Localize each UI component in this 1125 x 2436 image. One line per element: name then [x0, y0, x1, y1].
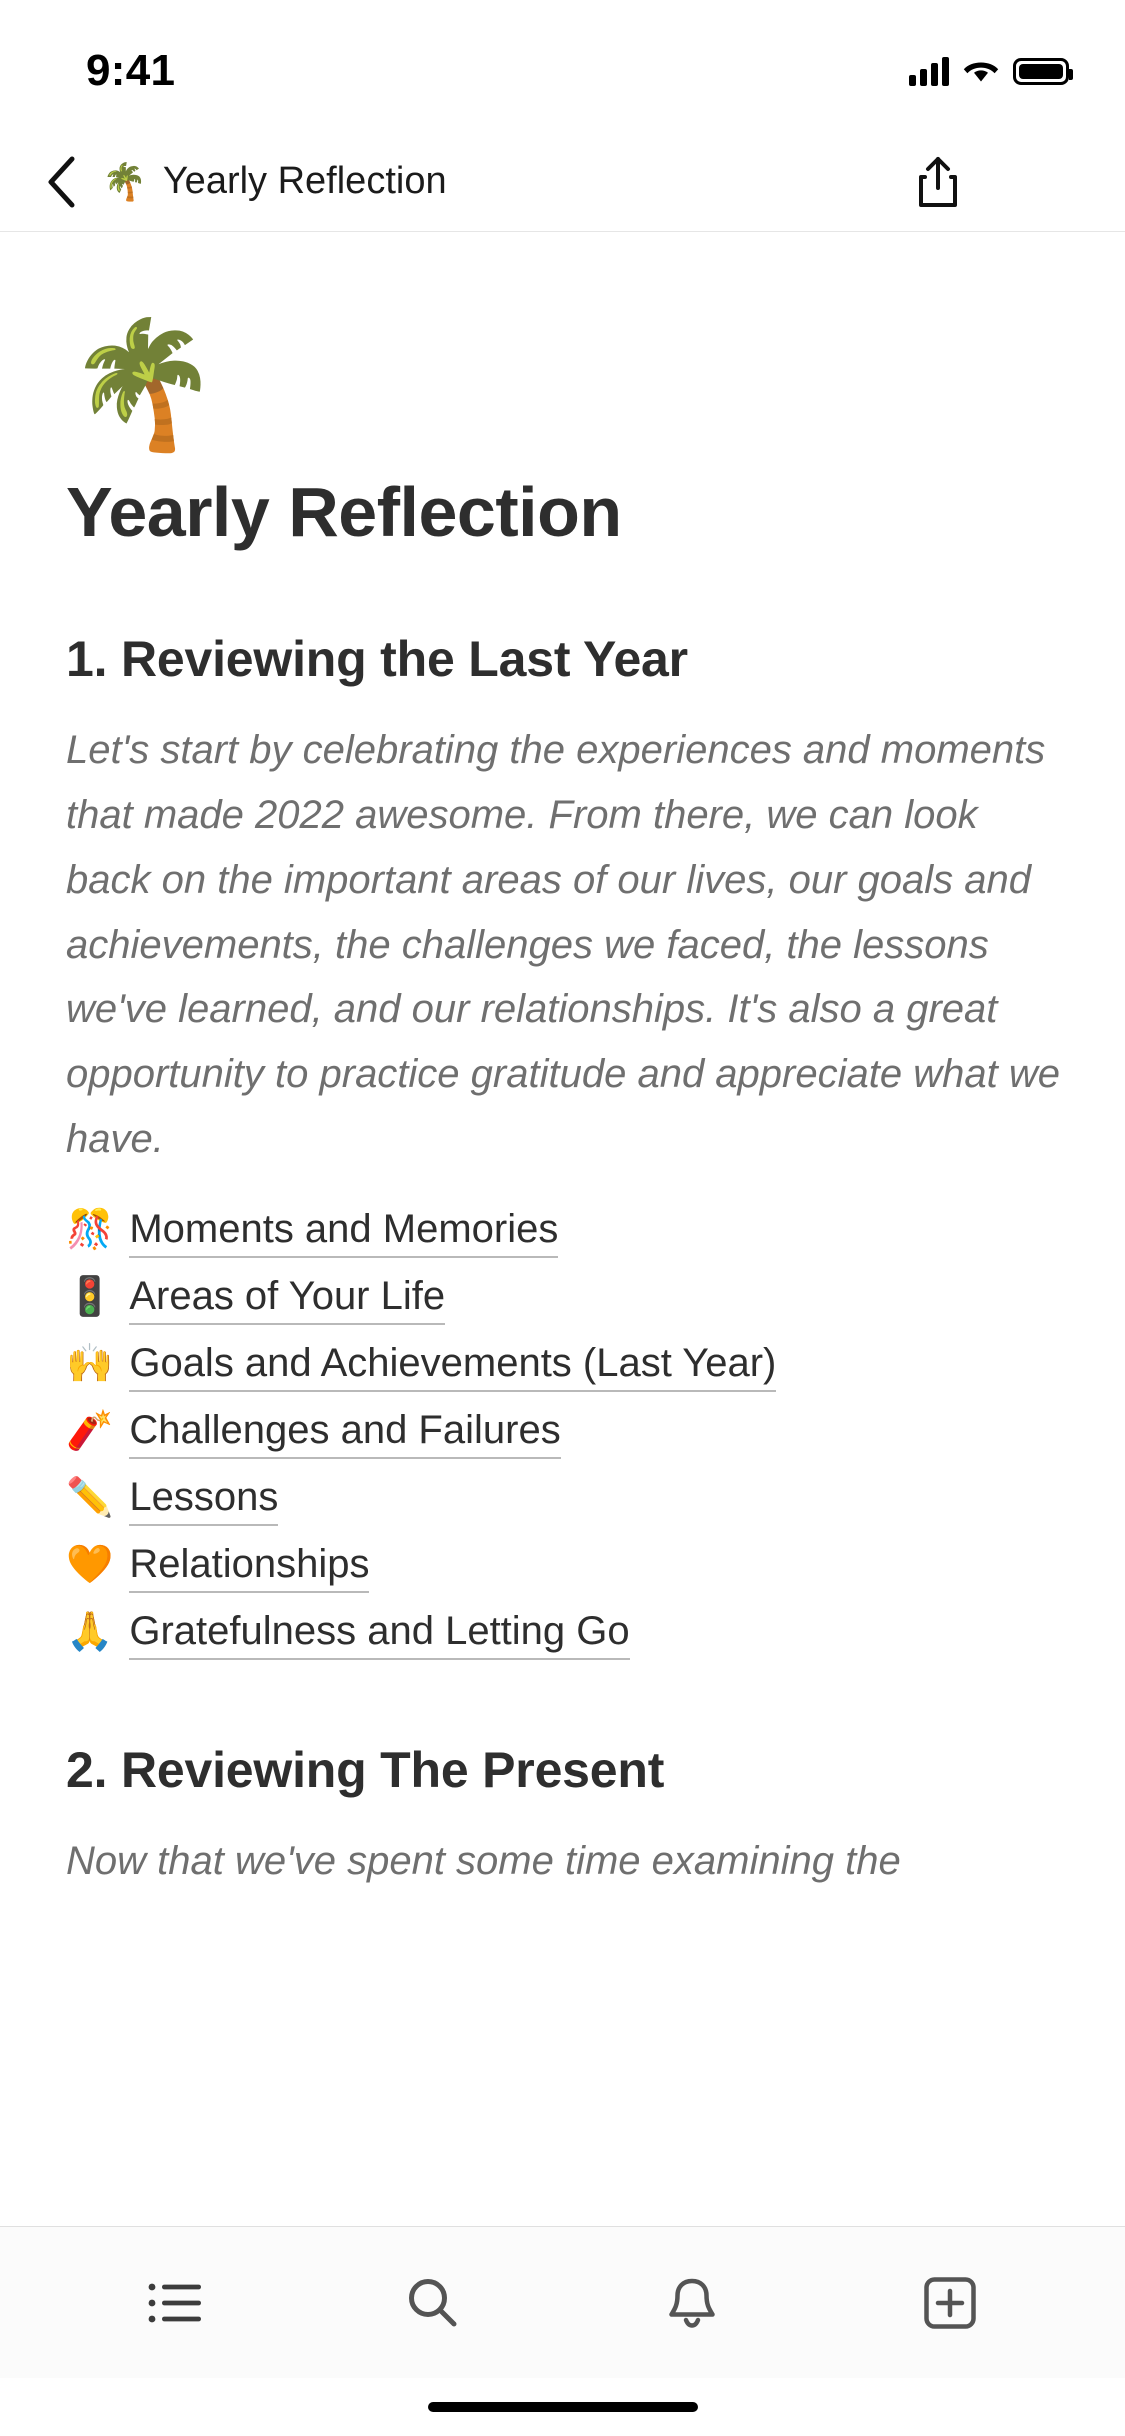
raised-hands-icon: 🙌 — [66, 1342, 114, 1385]
section-heading-1: 1. Reviewing the Last Year — [66, 631, 688, 688]
search-icon — [405, 2275, 461, 2331]
tab-notifications[interactable] — [637, 2255, 747, 2351]
tab-bar — [0, 2226, 1125, 2378]
status-bar — [0, 0, 1125, 132]
document-title: Yearly Reflection — [66, 473, 622, 552]
tab-new[interactable] — [895, 2255, 1005, 2351]
list-item[interactable] — [66, 1269, 1063, 1325]
list-item[interactable] — [66, 1470, 1063, 1526]
list-item[interactable] — [66, 1537, 1063, 1593]
status-time: 9:41 — [86, 46, 176, 95]
nav-title-group — [102, 160, 905, 203]
section-paragraph-2: Now that we've spent some time examining the — [66, 1838, 901, 1883]
home-indicator-area — [0, 2378, 1125, 2436]
list-icon — [146, 2280, 204, 2326]
tab-search[interactable] — [378, 2255, 488, 2351]
section-heading-2: 2. Reviewing The Present — [66, 1741, 665, 1798]
firecracker-icon: 🧨 — [66, 1409, 114, 1452]
bell-icon — [666, 2275, 718, 2331]
nav-bar — [0, 132, 1125, 232]
link-relationships[interactable]: Relationships — [129, 1537, 369, 1593]
link-gratefulness-and-letting-go[interactable]: Gratefulness and Letting Go — [129, 1604, 629, 1660]
party-popper-icon: 🎊 — [66, 1208, 114, 1251]
chevron-left-icon — [45, 155, 77, 209]
wifi-icon — [963, 57, 999, 85]
list-item[interactable] — [66, 1336, 1063, 1392]
list-item[interactable] — [66, 1403, 1063, 1459]
traffic-light-icon: 🚦 — [66, 1275, 114, 1318]
back-button[interactable] — [34, 155, 88, 209]
section-paragraph-1: Let's start by celebrating the experiences and moments that made 2022 awesome. From there, we can look back on the important areas of our lives, our goals and achievements, the challenges we faced, the lessons we've learned, and our relationships. It's also a great opportunity to practice gratitude and appreciate what we have. — [66, 728, 1060, 1161]
link-moments-and-memories[interactable]: Moments and Memories — [129, 1202, 558, 1258]
page-title: Yearly Reflection — [162, 160, 447, 202]
list-item[interactable] — [66, 1202, 1063, 1258]
pencil-icon: ✏️ — [66, 1476, 114, 1519]
link-lessons[interactable]: Lessons — [129, 1470, 278, 1526]
plus-box-icon — [923, 2276, 977, 2330]
link-challenges-and-failures[interactable]: Challenges and Failures — [129, 1403, 560, 1459]
link-goals-and-achievements[interactable]: Goals and Achievements (Last Year) — [129, 1336, 776, 1392]
home-indicator[interactable] — [428, 2402, 698, 2412]
folded-hands-icon: 🙏 — [66, 1610, 114, 1653]
document-cover-emoji: 🌴 — [66, 316, 221, 454]
status-icons — [909, 46, 1069, 86]
note-content[interactable] — [0, 232, 1125, 2226]
share-button[interactable] — [905, 149, 971, 215]
list-item[interactable] — [66, 1604, 1063, 1660]
share-icon — [915, 154, 961, 210]
cellular-signal-icon — [909, 56, 949, 86]
tab-list[interactable] — [120, 2255, 230, 2351]
battery-icon — [1013, 58, 1069, 85]
orange-heart-icon: 🧡 — [66, 1543, 114, 1586]
section-spacer — [66, 1671, 1063, 1741]
palm-tree-icon: 🌴 — [102, 160, 147, 202]
link-areas-of-your-life[interactable]: Areas of Your Life — [129, 1269, 445, 1325]
